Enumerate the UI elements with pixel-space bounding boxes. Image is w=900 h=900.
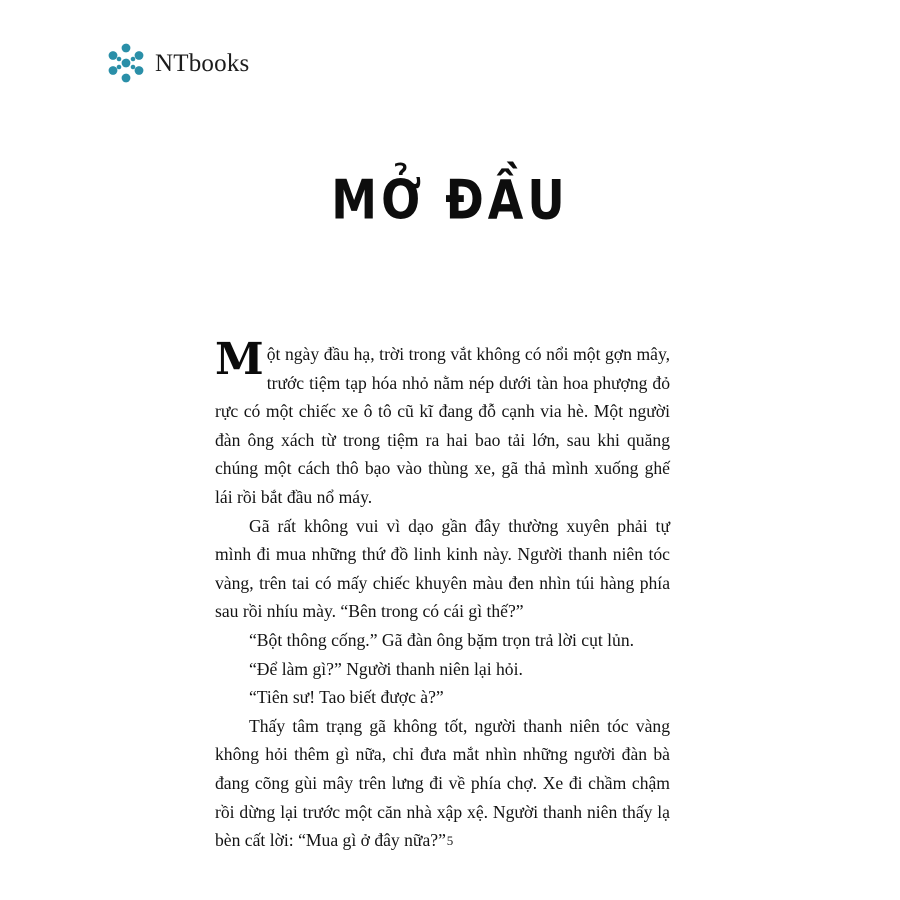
paragraph [215, 334, 670, 512]
paragraph-text: “Bột thông cống.” Gã đàn ông bặm trọn trả lời cụt lủn. [249, 629, 635, 650]
body-text [215, 334, 670, 855]
chapter-title: MỞ ĐẦU [331, 168, 569, 232]
paragraph-text: “Để làm gì?” Người thanh niên lại hỏi. [249, 658, 523, 679]
paragraph-text: ột ngày đầu hạ, trời trong vắt không có nổi một gợn mây, trước tiệm tạp hóa nhỏ nằm nép dưới tàn hoa phượng đỏ rực có một chiếc xe ô tô cũ kĩ đang đỗ cạnh via hè. Một người đàn ông xách từ trong tiệm ra hai bao tải lớn, sau khi quăng chúng một cách thô bạo vào thùng xe, gã thả mình xuống ghế lái rồi bắt đầu nổ máy. [215, 344, 670, 507]
paragraph [215, 655, 670, 684]
paragraph-text: Thấy tâm trạng gã không tốt, người thanh niên tóc vàng không hỏi thêm gì nữa, chỉ đưa mắt nhìn những người đàn bà đang cõng gùi mây trên lưng đi về phía chợ. Xe đi chầm chậm rồi dừng lại trước một căn nhà xập xệ. Người thanh niên thấy lạ bèn cất lời: “Mua gì ở đây nữa?” [215, 715, 670, 851]
paragraph [215, 683, 670, 712]
hexagon-dots-logo-icon [103, 40, 149, 86]
paragraph [215, 626, 670, 655]
page-number: 5 [446, 833, 454, 848]
drop-cap: M [215, 334, 264, 385]
brand-name: NTbooks [155, 49, 250, 77]
paragraph-text: Gã rất không vui vì dạo gần đây thường xuyên phải tự mình đi mua những thứ đồ linh kinh này. Người thanh niên tóc vàng, trên tai có mấy chiếc khuyên màu đen nhìn túi hàng phía sau rồi nhíu mày. “Bên trong có cái gì thế?” [215, 515, 670, 622]
paragraph-text: “Tiên sư! Tao biết được à?” [249, 687, 444, 708]
paragraph [215, 512, 670, 626]
brand-logo [103, 40, 249, 86]
